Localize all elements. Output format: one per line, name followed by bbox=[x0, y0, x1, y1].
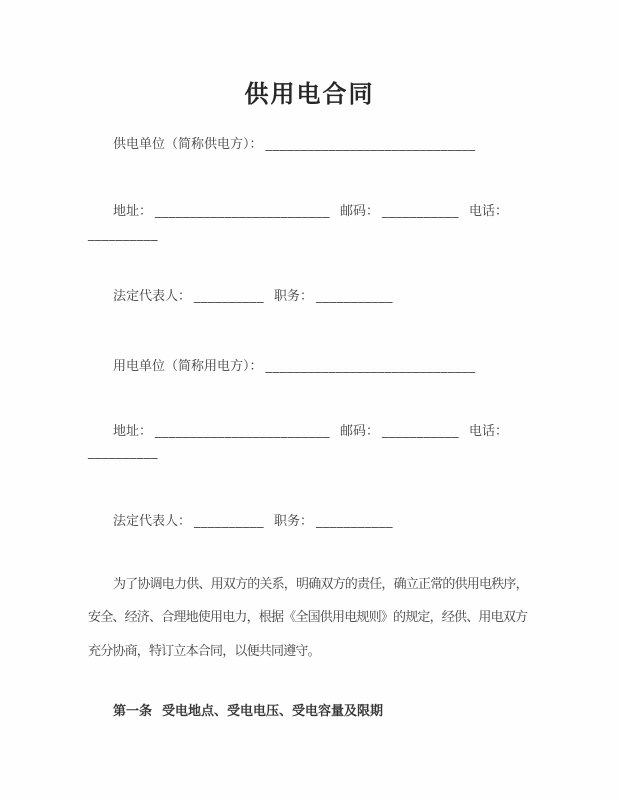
preamble-line-1: 为了协调电力供、用双方的关系，明确双方的责任，确立正常的供用电秩序， bbox=[113, 577, 528, 592]
article-1-heading bbox=[113, 704, 383, 720]
supplier-representative-line bbox=[113, 289, 393, 305]
supplier-address-line bbox=[113, 204, 508, 220]
preamble-line-2: 安全、经济、合理地使用电力，根据《全国供用电规则》的规定，经供、用电双方 bbox=[88, 610, 528, 625]
consumer-address-blank: _________________________ bbox=[155, 424, 331, 439]
supplier-post-label: 职务： bbox=[274, 289, 314, 304]
consumer-phone-continuation-line bbox=[88, 445, 158, 461]
supplier-zip-label: 邮码： bbox=[340, 204, 380, 219]
supplier-address-blank: _________________________ bbox=[155, 204, 331, 219]
consumer-representative-line bbox=[113, 514, 393, 530]
supplier-zip-blank: ___________ bbox=[382, 204, 460, 219]
supplier-address-label: 地址： bbox=[113, 204, 153, 219]
supplier-phone-continuation-line bbox=[88, 227, 158, 243]
supplier-rep-label: 法定代表人： bbox=[113, 289, 192, 304]
supplier-unit-label: 供电单位（简称供电方）： bbox=[113, 137, 263, 152]
supplier-post-blank: ___________ bbox=[316, 289, 394, 304]
supplier-phone-label: 电话： bbox=[469, 204, 509, 219]
document-title: 供用电合同 bbox=[244, 80, 375, 108]
consumer-post-blank: ___________ bbox=[316, 514, 394, 529]
consumer-phone-blank: __________ bbox=[88, 445, 158, 460]
consumer-phone-label: 电话： bbox=[469, 424, 509, 439]
article-1-number: 第一条 bbox=[113, 704, 153, 719]
consumer-address-label: 地址： bbox=[113, 424, 153, 439]
supplier-rep-blank: __________ bbox=[194, 289, 265, 304]
consumer-zip-label: 邮码： bbox=[340, 424, 380, 439]
supplier-phone-blank: __________ bbox=[88, 227, 158, 242]
consumer-address-line bbox=[113, 424, 508, 440]
consumer-rep-blank: __________ bbox=[194, 514, 265, 529]
preamble-line-3: 充分协商，特订立本合同，以便共同遵守。 bbox=[88, 644, 320, 659]
consumer-post-label: 职务： bbox=[274, 514, 314, 529]
supplier-unit-line bbox=[113, 137, 476, 153]
consumer-zip-blank: ___________ bbox=[382, 424, 460, 439]
article-1-title: 受电地点、受电电压、受电容量及限期 bbox=[162, 704, 384, 719]
consumer-rep-label: 法定代表人： bbox=[113, 514, 192, 529]
consumer-unit-line bbox=[113, 359, 476, 375]
supplier-unit-blank: ______________________________ bbox=[265, 137, 476, 152]
consumer-unit-blank: ______________________________ bbox=[265, 359, 476, 374]
consumer-unit-label: 用电单位（简称用电方）： bbox=[113, 359, 263, 374]
